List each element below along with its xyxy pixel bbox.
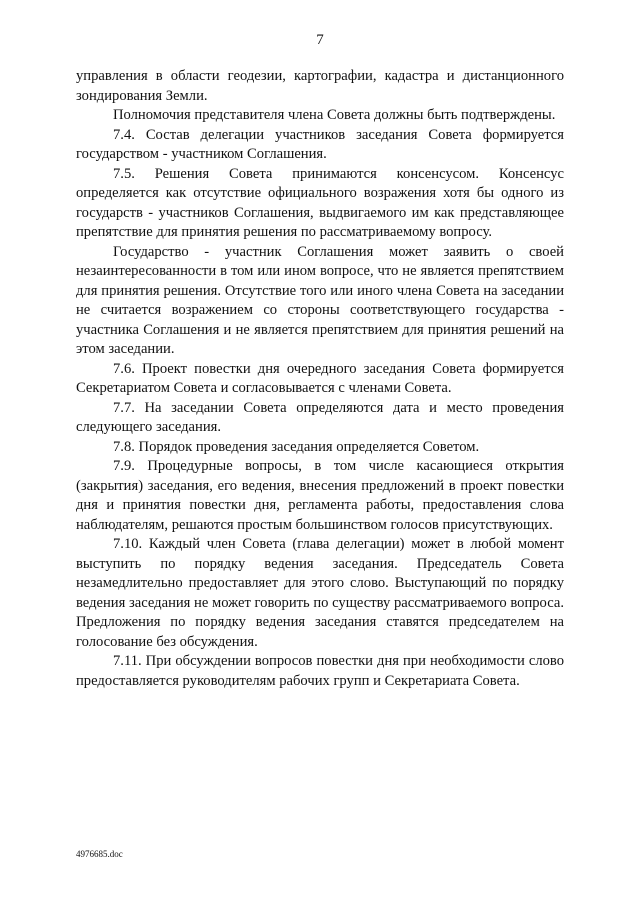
page-number: 7 — [316, 32, 324, 48]
paragraph-7-5: 7.5. Решения Совета принимаются консенсусом. Консенсус определяется как отсутствие официального возражения хотя бы одного из государств - участников Соглашения, выдвигаемого им как представляющее препятствие для принятия решения по рассматриваемому вопросу. — [76, 165, 564, 240]
document-body — [76, 67, 564, 691]
paragraph-7-11: 7.11. При обсуждении вопросов повестки дня при необходимости слово предоставляется руководителям рабочих групп и Секретариата Совета. — [76, 653, 564, 689]
paragraph-state-disinterest: Государство - участник Соглашения может заявить о своей незаинтересованности в том или ином вопросе, что не является препятствием для принятия решения. Отсутствие того или иного члена Совета на заседании не считается возражением со стороны соответствующего государства - участника Соглашения и не является препятствием для принятия решений на этом заседании. — [76, 243, 564, 357]
paragraph-7-6: 7.6. Проект повестки дня очередного заседания Совета формируется Секретариатом Совета и согласовывается с членами Совета. — [76, 360, 564, 396]
paragraph-7-10: 7.10. Каждый член Совета (глава делегации) может в любой момент выступить по порядку ведения заседания. Председатель Совета незамедлительно предоставляет для этого слово. Выступающий по порядку ведения заседания не может говорить по существу рассматриваемого вопроса. Предложения по порядку ведения заседания ставятся председателем на голосование без обсуждения. — [76, 536, 564, 650]
footer-filename: 4976685.doc — [76, 849, 123, 859]
paragraph-7-7: 7.7. На заседании Совета определяются дата и место проведения следующего заседания. — [76, 399, 564, 435]
paragraph-7-8: 7.8. Порядок проведения заседания определяется Советом. — [113, 438, 480, 455]
paragraph-7-4: 7.4. Состав делегации участников заседания Совета формируется государством - участником Соглашения. — [76, 126, 564, 162]
paragraph-7-9: 7.9. Процедурные вопросы, в том числе касающиеся открытия (закрытия) заседания, его ведения, внесения предложений в проект повестки дня и принятия повестки дня, регламента работы, предоставления слова наблюдателям, решаются простым большинством голосов присутствующих. — [76, 458, 564, 533]
paragraph-continuation: управления в области геодезии, картографии, кадастра и дистанционного зондирования Земли. — [76, 68, 564, 104]
paragraph-representative-powers: Полномочия представителя члена Совета должны быть подтверждены. — [113, 107, 556, 123]
